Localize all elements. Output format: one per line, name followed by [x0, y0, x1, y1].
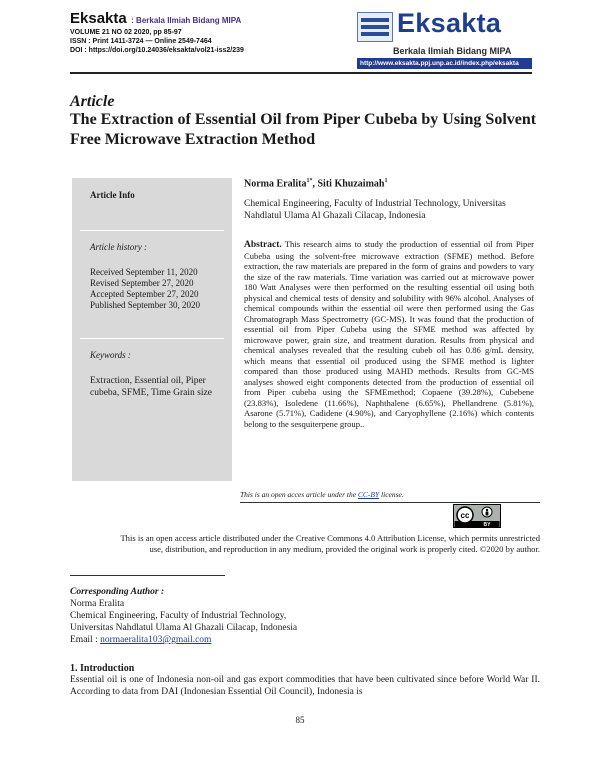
journal-header: [70, 10, 300, 55]
corresponding-author-dept: Chemical Engineering, Faculty of Industrial Technology,: [70, 611, 287, 621]
corresponding-author: [70, 586, 540, 646]
open-access-suffix: license.: [379, 490, 404, 499]
logo-title: Eksakta: [397, 8, 502, 38]
abstract-text: This research aims to study the production of essential oil from Piper Cubeba using the solvent-free microwave extraction (SFME) method. Before extraction, the raw materials are prepared in the form of grains and powders to vary the size of the raw materials. Time variation was carried out at microwave power 180 Watt Analyses were then performed on the resulting essential oil using both physical and chemical tests of density and solubility with 96% alcohol. Analyses of chemical compounds within the essential oil were then performed using the Gas Chromatograph Mass Spectrometry (GC-MS). It was found that the production of essential oil from Piper Cubeba using the SFME method was affected by microwave power, grain size, and treatment duration. Results from physical and chemical analyses revealed that the resulting cubeb oil has 0.86 g/mL density, which means that essential oil produced using the SFME method is lighter compared than those produced using MAHD methods. Results from GC-MS analyses showed eight components detected from the production of essential oil from Piper cubeba using the SFMEmethod; Copaene (39.28%), Cubebene (23.83%), Isoledene (11.66%), Naphthalene (6.65%), Phellandrene (5.81%), Asarone (5.71%), Cadidene (4.90%), and Caryophyllene (2.16%) which contents belong to the sesquiterpene group..: [244, 239, 534, 429]
introduction-text: Essential oil is one of Indonesia non-oil and gas export commodities that have been cultivated since before World War II. According to data from DAI (Indonesian Essential Oil Council), Indonesia is: [70, 675, 540, 697]
logo-subtitle: Berkala Ilmiah Bidang MIPA: [393, 46, 512, 56]
corresponding-author-email-line: [70, 634, 540, 646]
corresponding-author-name: Norma Eralita: [70, 599, 125, 609]
author-list: [244, 178, 387, 189]
header-divider: [70, 72, 532, 74]
email-link[interactable]: normaeralita103@gmail.com: [100, 635, 212, 645]
email-label: Email :: [70, 635, 101, 645]
cc-by-license-icon[interactable]: [453, 504, 501, 528]
journal-logo: [357, 8, 532, 70]
article-type-label: Article: [70, 93, 115, 110]
introduction-heading: 1. Introduction: [70, 663, 135, 674]
open-access-note: [240, 490, 404, 499]
author-affil-mark: 1*: [306, 178, 313, 184]
abstract-label: Abstract.: [244, 240, 282, 250]
keywords-heading: Keywords :: [90, 350, 131, 360]
corresponding-author-heading: Corresponding Author :: [70, 587, 165, 597]
journal-subtitle: : Berkala Ilmiah Bidang MIPA: [131, 16, 242, 25]
journal-volume: VOLUME 21 NO 02 2020, pp 85-97: [70, 29, 182, 36]
history-accepted: Accepted September 27, 2020: [90, 289, 199, 299]
author-name: Norma Eralita: [244, 178, 307, 190]
article-history-heading: Article history :: [90, 242, 147, 252]
cc-badge-by-text: BY: [483, 522, 491, 528]
cc-by-link[interactable]: CC-BY: [357, 490, 380, 499]
article-info-heading: Article Info: [90, 190, 135, 200]
abstract: [244, 239, 534, 429]
corresponding-author-univ: Universitas Nahdlatul Ulama Al Ghazali Cilacap, Indonesia: [70, 623, 298, 633]
author-affiliation: Chemical Engineering, Faculty of Industrial Technology, Universitas Nahdlatul Ulama Al Ghazali Cilacap, Indonesia: [244, 199, 506, 221]
sidebar-divider: [80, 230, 224, 231]
keywords-list: Extraction, Essential oil, Piper cubeba, SFME, Time Grain size: [90, 376, 212, 398]
author-affil-mark: 1: [384, 178, 388, 184]
article-title: The Extraction of Essential Oil from Piper Cubeba by Using Solvent Free Microwave Extraction Method: [70, 111, 537, 148]
cc-badge-cc-text: cc: [460, 511, 470, 520]
journal-title-line: [70, 10, 300, 28]
open-access-prefix: This is an open acces article under the: [240, 490, 358, 499]
author-name: Siti Khuzaimah: [317, 178, 385, 190]
history-revised: Revised September 27, 2020: [90, 278, 194, 288]
article-info-sidebar: [72, 178, 232, 481]
sidebar-divider: [80, 338, 224, 339]
history-published: Published September 30, 2020: [90, 300, 200, 310]
journal-url-link[interactable]: http://www.eksakta.ppj.unp.ac.id/index.php/eksakta: [357, 58, 532, 69]
journal-issn: ISSN : Print 1411-3724 — Online 2549-7464: [70, 38, 212, 45]
page-number: 85: [295, 715, 305, 725]
open-access-divider: [240, 502, 540, 503]
license-statement: This is an open access article distributed under the Creative Commons 4.0 Attribution License, which permits unrestricted use, distribution, and reproduction in any medium, provided the original work is properly cited. ©2020 by author.: [120, 533, 540, 554]
journal-emblem-icon: [357, 12, 393, 42]
history-received: Received September 11, 2020: [90, 267, 198, 277]
journal-doi[interactable]: DOI : https://doi.org/10.24036/eksakta/vol21-iss2/239: [70, 47, 244, 54]
author-separator: ,: [312, 178, 318, 190]
journal-name: Eksakta: [70, 10, 127, 27]
corresponding-divider: [70, 575, 225, 576]
